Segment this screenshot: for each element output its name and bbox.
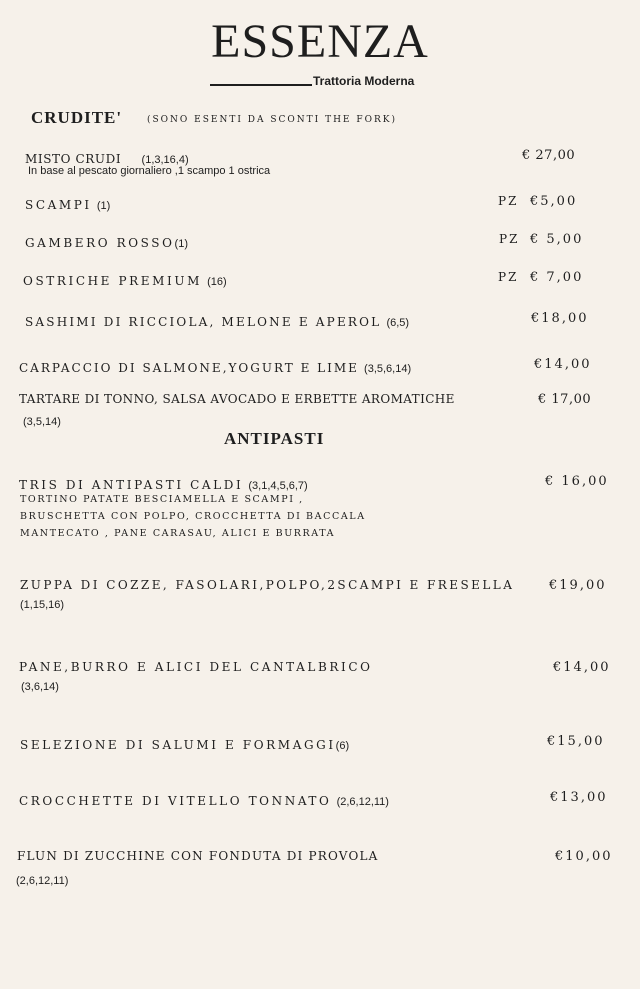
item-allergens: (3,1,4,5,6,7)	[248, 480, 308, 492]
menu-item	[25, 194, 110, 213]
menu-item	[23, 270, 227, 289]
item-allergens: (1,3,16,4)	[141, 154, 189, 166]
item-name: SELEZIONE DI SALUMI E FORMAGGI	[20, 738, 336, 752]
item-unit: PZ	[498, 270, 519, 284]
brand-subtitle: Trattoria Moderna	[313, 74, 415, 88]
description-line: BRUSCHETTA CON POLPO, CROCCHETTA DI BACCALA	[20, 511, 366, 522]
item-price: €14,00	[534, 357, 592, 372]
item-allergens: (3,6,14)	[21, 681, 59, 693]
item-name: CROCCHETTE DI VITELLO TONNATO	[19, 794, 332, 808]
menu-item	[25, 311, 409, 330]
item-allergens: (2,6,12,11)	[336, 796, 389, 808]
item-price: €18,00	[531, 311, 589, 326]
item-allergens: (6)	[335, 740, 350, 752]
item-name: PANE,BURRO E ALICI DEL CANTALBRICO	[19, 660, 373, 674]
item-name: OSTRICHE PREMIUM	[23, 274, 202, 288]
item-name: FLUN DI ZUCCHINE CON FONDUTA DI PROVOLA	[17, 849, 379, 863]
item-allergens: (1)	[96, 200, 111, 212]
item-allergens: (6,5)	[386, 317, 410, 329]
item-price: € 5,00	[530, 232, 584, 247]
item-price: €19,00	[549, 578, 607, 593]
item-price: € 16,00	[545, 474, 609, 489]
item-allergens: (2,6,12,11)	[16, 875, 69, 887]
item-price: € 17,00	[538, 392, 592, 407]
item-allergens: (3,5,14)	[23, 416, 61, 428]
item-description	[20, 491, 366, 542]
item-description: In base al pescato giornaliero ,1 scampo 1 ostrica	[28, 165, 271, 177]
menu-item	[25, 232, 188, 251]
item-price: €15,00	[547, 734, 605, 749]
item-price: €14,00	[553, 660, 611, 675]
item-price: €10,00	[555, 849, 613, 864]
item-price: €13,00	[550, 790, 608, 805]
item-unit: PZ	[498, 194, 519, 208]
item-name: TRIS DI ANTIPASTI CALDI	[19, 478, 244, 492]
menu-item	[19, 357, 411, 376]
description-line: TORTINO PATATE BESCIAMELLA E SCAMPI ,	[20, 494, 304, 505]
description-line: MANTECATO , PANE CARASAU, ALICI E BURRATA	[20, 528, 336, 539]
item-price: € 27,00	[522, 148, 576, 163]
item-name: MISTO CRUDI	[25, 152, 122, 166]
item-name: SCAMPI	[25, 198, 92, 212]
item-allergens: (1,15,16)	[20, 599, 65, 611]
brand-title: ESSENZA	[211, 15, 429, 68]
item-price: € 7,00	[530, 270, 584, 285]
item-name: TARTARE DI TONNO, SALSA AVOCADO E ERBETTE AROMATICHE	[19, 392, 455, 406]
section-title-crudite: CRUDITE'	[31, 108, 123, 127]
item-unit: PZ	[499, 232, 520, 246]
item-name: CARPACCIO DI SALMONE,YOGURT E LIME	[19, 361, 359, 375]
menu-item	[19, 790, 389, 809]
item-price: €5,00	[530, 194, 578, 209]
item-allergens: (3,5,6,14)	[364, 363, 412, 375]
title-underline	[210, 84, 312, 86]
section-note-crudite: (SONO ESENTI DA SCONTI THE FORK)	[147, 115, 397, 125]
item-name: ZUPPA DI COZZE, FASOLARI,POLPO,2SCAMPI E FRESELLA	[20, 578, 515, 592]
item-allergens: (1)	[174, 238, 188, 250]
item-name: GAMBERO ROSSO	[25, 236, 175, 250]
menu-item	[20, 734, 349, 753]
item-name: SASHIMI DI RICCIOLA, MELONE E APEROL	[25, 315, 382, 329]
item-allergens: (16)	[207, 276, 227, 288]
section-title-antipasti: ANTIPASTI	[224, 429, 325, 448]
